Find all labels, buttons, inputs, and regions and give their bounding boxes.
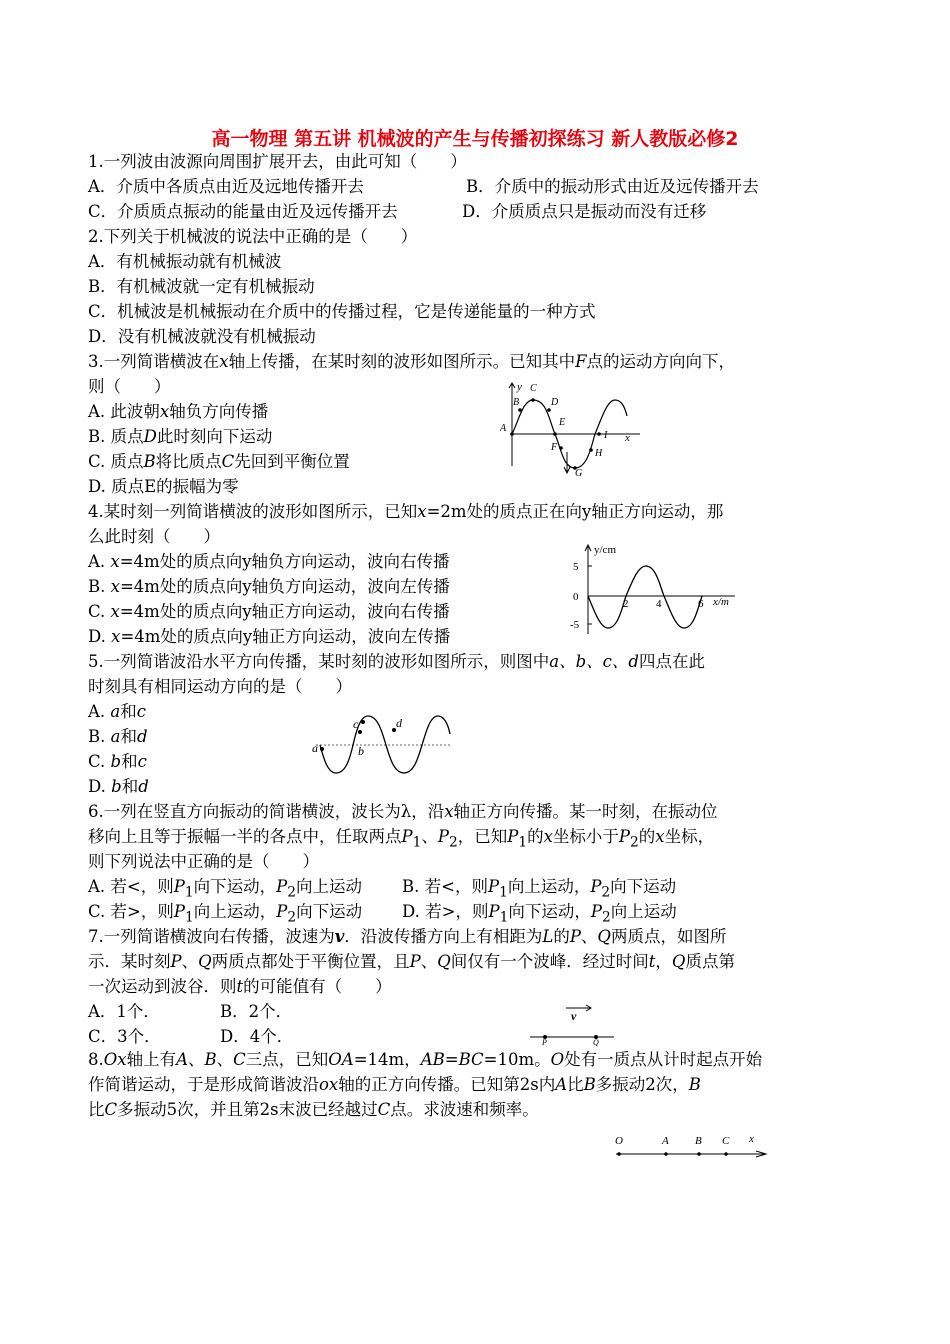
text: 的 — [553, 927, 570, 946]
q7-option-c: C．3个． — [88, 1027, 161, 1046]
label-b: b — [358, 744, 364, 758]
var: C — [221, 452, 235, 471]
var: F — [575, 352, 587, 371]
text: 一次运动到波谷．则 — [88, 977, 237, 996]
var: B — [143, 452, 156, 471]
var: P — [409, 952, 421, 971]
tick-label-m5: -5 — [570, 619, 580, 631]
q4-option-d — [88, 625, 450, 649]
var: Ox — [103, 1050, 127, 1069]
label-o: O — [615, 1135, 623, 1147]
point-f — [559, 446, 563, 450]
subscript: 2 — [287, 909, 297, 926]
label-c: C — [722, 1135, 730, 1147]
text: 向下运动， — [508, 902, 591, 921]
q5-option-a — [88, 700, 146, 724]
var: A — [176, 1050, 189, 1069]
var: a — [110, 702, 121, 721]
var: c — [136, 702, 146, 721]
q3-stem-line1 — [88, 350, 735, 374]
var: P — [507, 827, 519, 846]
text: =4m处的质点向y轴负方向运动，波向左传播 — [119, 577, 450, 596]
x-axis-label: x/m — [713, 596, 729, 608]
text: A. 若<，则 — [88, 877, 174, 896]
text: =10m。 — [483, 1050, 551, 1069]
var: t — [236, 977, 244, 996]
text: D. 若>，则 — [402, 902, 489, 921]
var: C — [377, 1100, 391, 1119]
text: 4.某时刻一列简谐横波的波形如图所示，已知 — [88, 502, 418, 521]
q2-option-b: B．有机械波就一定有机械振动 — [88, 277, 315, 296]
point-c — [531, 398, 535, 402]
tick-label-0: 0 — [573, 591, 579, 603]
text: 向下运动 — [610, 877, 677, 896]
text: C. 质点 — [88, 452, 144, 471]
text: 轴的正方向传播。已知第2s内 — [338, 1075, 556, 1094]
var: b — [110, 752, 122, 771]
text: D. — [88, 777, 112, 796]
q7-stem-line3 — [88, 975, 392, 999]
text: C. — [88, 752, 111, 771]
q4-wave-figure — [560, 538, 760, 638]
text: 点的运动方向向下， — [586, 352, 736, 371]
q5-stem-line1 — [88, 650, 705, 674]
q3-wave-figure — [495, 378, 645, 478]
text: 坐标， — [664, 827, 715, 846]
var: x — [543, 827, 553, 846]
label-h: H — [595, 448, 603, 459]
text: 的可能值有（ ） — [243, 977, 392, 996]
text: 移向上且等于振幅一半的各点中，任取两点 — [88, 827, 402, 846]
var: P — [276, 902, 288, 921]
q3-stem-line2: 则（ ） — [88, 377, 171, 396]
text: 轴上传播，在某时刻的波形如图所示。已知其中 — [228, 352, 576, 371]
wave-curve — [588, 566, 702, 628]
text: 处有一质点从计时起点开始 — [564, 1050, 763, 1069]
var: O — [550, 1050, 565, 1069]
point-e — [553, 432, 557, 436]
q1-option-a: A．介质中各质点由近及远地传播开去 — [88, 177, 364, 196]
q7-stem-line1 — [88, 925, 726, 949]
var: D — [143, 427, 157, 446]
text: 、 — [188, 1050, 205, 1069]
text: 向上运动 — [295, 877, 362, 896]
label-a: A — [662, 1135, 669, 1147]
text: 、 — [216, 1050, 234, 1069]
var: d — [138, 777, 149, 796]
var: c — [137, 752, 147, 771]
subscript: 1 — [184, 884, 194, 901]
text: 和 — [121, 777, 139, 796]
text: 轴正方向传播。某一时刻，在振动位 — [453, 802, 718, 821]
q4-stem-line1 — [88, 500, 723, 524]
subscript: 1 — [499, 909, 509, 926]
label-b: B — [513, 397, 520, 408]
var: B — [583, 1075, 596, 1094]
var: d — [136, 727, 148, 746]
text: 间仅有一个波峰．经过时间 — [450, 952, 649, 971]
label-d: d — [396, 716, 402, 730]
text: 向下运动 — [296, 902, 363, 921]
text: C. — [88, 602, 111, 621]
tick-label-2: 2 — [623, 598, 629, 610]
label-x: x — [749, 1133, 754, 1145]
label-i: I — [604, 430, 608, 441]
text: 三点，已知 — [245, 1050, 329, 1069]
y-axis-label: y/cm — [594, 544, 616, 556]
q4-stem-line2: 么此时刻（ ） — [88, 527, 220, 546]
point-b — [518, 408, 522, 412]
text: 、 — [580, 927, 598, 946]
var: x — [110, 577, 120, 596]
q7-stem-line2 — [88, 950, 735, 974]
q4-option-a — [88, 550, 450, 574]
var: Q — [597, 927, 611, 946]
subscript: 1 — [412, 834, 422, 851]
q8-axis-figure — [610, 1130, 775, 1162]
label-e: E — [559, 417, 566, 428]
label-q: Q — [593, 1038, 599, 1047]
text: 作简谐运动，于是形成简谐波沿 — [88, 1075, 319, 1094]
text: 7.一列简谐横波向右传播，波速为 — [88, 927, 335, 946]
q7-option-a: A．1个． — [88, 1002, 160, 1021]
var: v — [334, 927, 345, 946]
text: 质点第 — [685, 952, 735, 971]
subscript: 2 — [630, 834, 639, 851]
var: P — [569, 927, 581, 946]
var: P — [618, 827, 630, 846]
var: P — [590, 877, 602, 896]
var: Q — [671, 952, 686, 971]
var: b — [111, 777, 122, 796]
text: =2m处的质点正在向y轴正方向运动，那 — [426, 502, 724, 521]
text: =4m处的质点向y轴正方向运动，波向右传播 — [119, 602, 450, 621]
tick-label-6: 6 — [698, 598, 704, 610]
text: 向上运动， — [507, 877, 591, 896]
q8-stem-line3 — [88, 1098, 539, 1122]
subscript: 2 — [448, 834, 458, 851]
var: t — [648, 952, 656, 971]
label-c: C — [530, 383, 537, 394]
var: P — [590, 902, 602, 921]
text: 的 — [638, 827, 656, 846]
var: P — [173, 902, 185, 921]
var: a — [110, 727, 121, 746]
q4-option-c — [88, 600, 450, 624]
var: x — [110, 552, 120, 571]
q3-option-d: D. 质点E的振幅为零 — [88, 477, 239, 496]
var: A — [555, 1075, 568, 1094]
label-v: v — [571, 1009, 577, 1023]
var: x — [655, 827, 665, 846]
q6-stem-line1 — [88, 800, 718, 824]
q2-option-a: A．有机械振动就有机械波 — [88, 252, 282, 271]
var: P — [487, 877, 500, 896]
point-d — [547, 408, 551, 412]
point-i — [597, 432, 601, 436]
text: 和 — [120, 702, 137, 721]
q5-stem-line2: 时刻具有相同运动方向的是（ ） — [88, 677, 352, 696]
var: x — [417, 502, 427, 521]
subscript: 1 — [499, 884, 508, 901]
var: x — [110, 602, 120, 621]
q3-option-b — [88, 425, 272, 449]
text: 和 — [121, 752, 138, 771]
text: 示．某时刻 — [88, 952, 171, 971]
q5-option-c — [88, 750, 147, 774]
text: 先回到平衡位置 — [234, 452, 350, 471]
q7-pq-figure — [528, 1000, 618, 1045]
text: D. — [88, 627, 112, 646]
text: 向上运动， — [193, 902, 277, 921]
text: 向下运动， — [193, 877, 277, 896]
text: = — [444, 1050, 459, 1069]
var: B — [688, 1075, 701, 1094]
text: 的 — [527, 827, 544, 846]
var: P — [276, 877, 288, 896]
text: 四点在此 — [638, 652, 705, 671]
var: OA — [328, 1050, 354, 1069]
var: P — [488, 902, 500, 921]
text: B. 质点 — [88, 427, 144, 446]
label-p: P — [542, 1038, 547, 1047]
var: BC — [458, 1050, 484, 1069]
point-c — [724, 1152, 728, 1156]
text: ， — [655, 952, 672, 971]
page-title: 高一物理 第五讲 机械波的产生与传播初探练习 新人教版必修2 — [211, 128, 739, 150]
q7-option-d: D．4个． — [220, 1027, 294, 1046]
point-o — [617, 1152, 621, 1156]
point-c — [361, 720, 365, 724]
text: =4m处的质点向y轴正方向运动，波向左传播 — [120, 627, 451, 646]
q2-option-c: C．机械波是机械振动在介质中的传播过程，它是传递能量的一种方式 — [88, 302, 596, 321]
q1-option-b: B．介质中的振动形式由近及远传播开去 — [466, 177, 759, 196]
q1-option-c: C．介质质点振动的能量由近及远传播开去 — [88, 202, 398, 221]
var: x — [219, 352, 229, 371]
text: ．沿波传播方向上有相距为 — [344, 927, 543, 946]
text: A. — [88, 552, 111, 571]
text: 和 — [120, 727, 137, 746]
q2-stem: 2.下列关于机械波的说法中正确的是（ ） — [88, 227, 418, 246]
label-f: F — [551, 442, 558, 453]
var: P — [173, 877, 185, 896]
text: B. — [88, 577, 111, 596]
label-c: c — [353, 717, 359, 731]
text: =4m处的质点向y轴负方向运动，波向右传播 — [119, 552, 450, 571]
text: 比 — [88, 1100, 105, 1119]
point-a — [320, 747, 324, 751]
label-g: G — [575, 468, 583, 479]
var: L — [542, 927, 554, 946]
q8-stem-line1: 8.Ox轴上有A、B、C三点，已知OA=14m，AB=BC=10m。O处有一质点从计时起点开始 — [88, 1050, 763, 1069]
subscript: 2 — [601, 884, 611, 901]
var: C — [233, 1050, 246, 1069]
text: ，已知 — [457, 827, 508, 846]
text: =14m， — [353, 1050, 421, 1069]
q8-stem-line2 — [88, 1073, 701, 1097]
text: 两质点，如图所 — [610, 927, 727, 946]
point-b — [697, 1152, 701, 1156]
label-a: A — [500, 423, 507, 434]
text: 5.一列简谐波沿水平方向传播，某时刻的波形如图所示，则图中 — [88, 652, 550, 671]
text: 坐标小于 — [552, 827, 619, 846]
text: 3.一列简谐横波在 — [88, 352, 220, 371]
var: Q — [437, 952, 451, 971]
point-a — [510, 432, 514, 436]
text: 多振动2次， — [595, 1075, 689, 1094]
text: 轴负方向传播 — [169, 402, 269, 421]
y-label: y — [517, 381, 522, 393]
q2-option-d: D．没有机械波就没有机械振动 — [88, 327, 316, 346]
var: P — [401, 827, 413, 846]
text: 、 — [181, 952, 199, 971]
var: P — [170, 952, 182, 971]
text: C. 若>，则 — [88, 902, 174, 921]
label-d: D — [551, 397, 559, 408]
var: B — [204, 1050, 217, 1069]
var: Q — [198, 952, 212, 971]
text: 、 — [420, 952, 438, 971]
text: 6.一列在竖直方向振动的简谐横波，波长为λ，沿 — [88, 802, 445, 821]
text: 向上运动 — [610, 902, 677, 921]
text: 、 — [421, 827, 438, 846]
q5-option-b — [88, 725, 148, 749]
label-b: B — [695, 1135, 702, 1147]
subscript: 2 — [287, 884, 296, 901]
text: 轴上有 — [126, 1050, 177, 1069]
q1-option-d: D．介质质点只是振动而没有迁移 — [462, 202, 707, 221]
subscript: 1 — [518, 834, 528, 851]
var: x — [159, 402, 170, 421]
subscript: 1 — [184, 909, 194, 926]
text: A. 此波朝 — [88, 402, 160, 421]
q7-option-b: B．2个． — [220, 1002, 293, 1021]
text: B. — [88, 727, 111, 746]
text: 此时刻向下运动 — [156, 427, 273, 446]
point-a — [664, 1152, 668, 1156]
var: ox — [319, 1075, 339, 1094]
text: 两质点都处于平衡位置，且 — [211, 952, 410, 971]
vars: a、b、c、d — [549, 652, 639, 671]
q4-option-b — [88, 575, 450, 599]
label-a: a — [312, 741, 318, 755]
subscript: 2 — [601, 909, 611, 926]
text: 点。求波速和频率。 — [390, 1100, 539, 1119]
tick-label-4: 4 — [656, 598, 662, 610]
q5-option-d — [88, 775, 149, 799]
x-label: x — [625, 432, 630, 444]
var: x — [444, 802, 454, 821]
tick-label-5: 5 — [573, 561, 579, 573]
q3-option-a — [88, 400, 268, 424]
q1-stem: 1.一列波由波源向周围扩展开去，由此可知（ ） — [88, 152, 467, 171]
var: C — [104, 1100, 118, 1119]
var: AB — [420, 1050, 445, 1069]
q3-option-c — [88, 450, 350, 474]
text: 比 — [567, 1075, 584, 1094]
q5-wave-figure — [308, 708, 458, 778]
point-h — [589, 448, 593, 452]
text: 将比质点 — [155, 452, 222, 471]
q6-stem-line3: 则下列说法中正确的是（ ） — [88, 852, 319, 871]
var: P — [437, 827, 449, 846]
text: B. 若<，则 — [402, 877, 488, 896]
var: x — [111, 627, 121, 646]
point-b — [358, 730, 362, 734]
text: A. — [88, 702, 111, 721]
text: 多振动5次，并且第2s末波已经越过 — [117, 1100, 378, 1119]
